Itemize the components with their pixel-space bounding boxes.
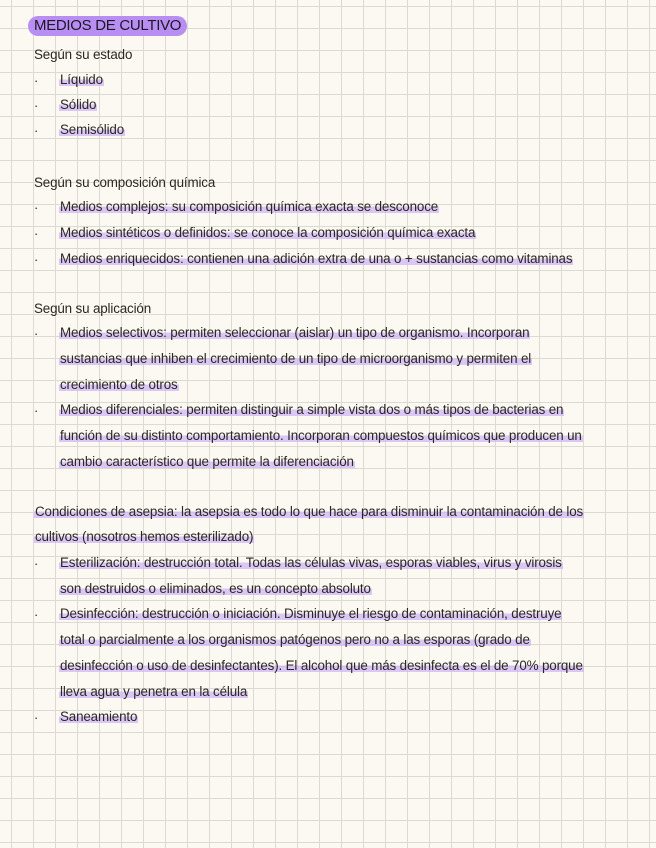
definition: : contienen una adición extra de una o + sustancias como vitaminas — [179, 251, 573, 266]
term: Medios enriquecidos — [60, 251, 180, 266]
list-item-text: Sólido — [60, 97, 97, 112]
list-item-continuation: lleva agua y penetra en la célula — [60, 684, 248, 699]
list-item-text: Semisólido — [60, 122, 124, 137]
bullet-icon: · — [34, 123, 39, 138]
bullet-icon: · — [34, 556, 39, 571]
list-item — [59, 122, 125, 138]
list-item — [59, 225, 476, 241]
bullet-icon: · — [34, 710, 39, 725]
list-item-continuation: función de su distinto comportamiento. Incorporan compuestos químicos que producen un — [60, 428, 582, 443]
bullet-icon: · — [34, 252, 39, 267]
bullet-icon: · — [34, 98, 39, 113]
list-item-continuation: total o parcialmente a los organismos patógenos pero no a las esporas (grado de — [60, 632, 530, 647]
list-item — [59, 97, 97, 113]
section-heading-aplicacion: Según su aplicación — [34, 301, 152, 316]
list-item — [59, 72, 104, 88]
term: Desinfección — [60, 606, 135, 621]
section-heading-estado: Según su estado — [34, 47, 133, 62]
list-item: Saneamiento — [60, 709, 138, 724]
list-item-continuation: son destruidos o eliminados, es un concepto absoluto — [60, 581, 371, 596]
bullet-icon: · — [34, 73, 39, 88]
bullet-icon: · — [34, 226, 39, 241]
definition: : permiten distinguir a simple vista dos o más tipos de bacterias en — [179, 402, 564, 417]
list-item — [59, 402, 564, 418]
list-item-continuation: crecimiento de otros — [60, 377, 178, 392]
bullet-icon: · — [34, 403, 39, 418]
section-heading-composicion: Según su composición química — [34, 175, 216, 190]
term: Medios complejos — [60, 199, 165, 214]
bullet-icon: · — [34, 200, 39, 215]
bullet-icon: · — [34, 326, 39, 341]
list-item — [59, 251, 573, 267]
term: Medios diferenciales — [60, 402, 180, 417]
list-item — [59, 199, 439, 215]
list-item — [59, 325, 530, 341]
definition: : destrucción total. Todas las células vivas, esporas viables, virus y virosis — [136, 555, 562, 570]
term: Esterilización — [60, 555, 137, 570]
list-item — [59, 555, 563, 571]
list-item-continuation: desinfección o uso de desinfectantes). El alcohol que más desinfecta es el de 70% porque — [60, 658, 583, 673]
term: Medios sintéticos o definidos — [60, 225, 227, 240]
term: Medios selectivos — [60, 325, 164, 340]
list-item — [59, 606, 562, 622]
definition: : permiten seleccionar (aislar) un tipo de organismo. Incorporan — [163, 325, 530, 340]
page-title: MEDIOS DE CULTIVO — [28, 16, 187, 36]
bullet-icon: · — [34, 607, 39, 622]
asepsia-paragraph: Condiciones de asepsia: la asepsia es todo lo que hace para disminuir la contaminación de los — [35, 504, 584, 519]
list-item-continuation: sustancias que inhiben el crecimiento de un tipo de microorganismo y permiten el — [60, 351, 532, 366]
list-item-text: Líquido — [60, 72, 103, 87]
asepsia-paragraph-continuation: cultivos (nosotros hemos esterilizado) — [35, 529, 254, 544]
definition: : se conoce la composición química exacta — [226, 225, 476, 240]
definition: : destrucción o iniciación. Disminuye el riesgo de contaminación, destruye — [134, 606, 562, 621]
list-item-continuation: cambio característico que permite la diferenciación — [60, 454, 354, 469]
definition: : su composición química exacta se desconoce — [164, 199, 439, 214]
